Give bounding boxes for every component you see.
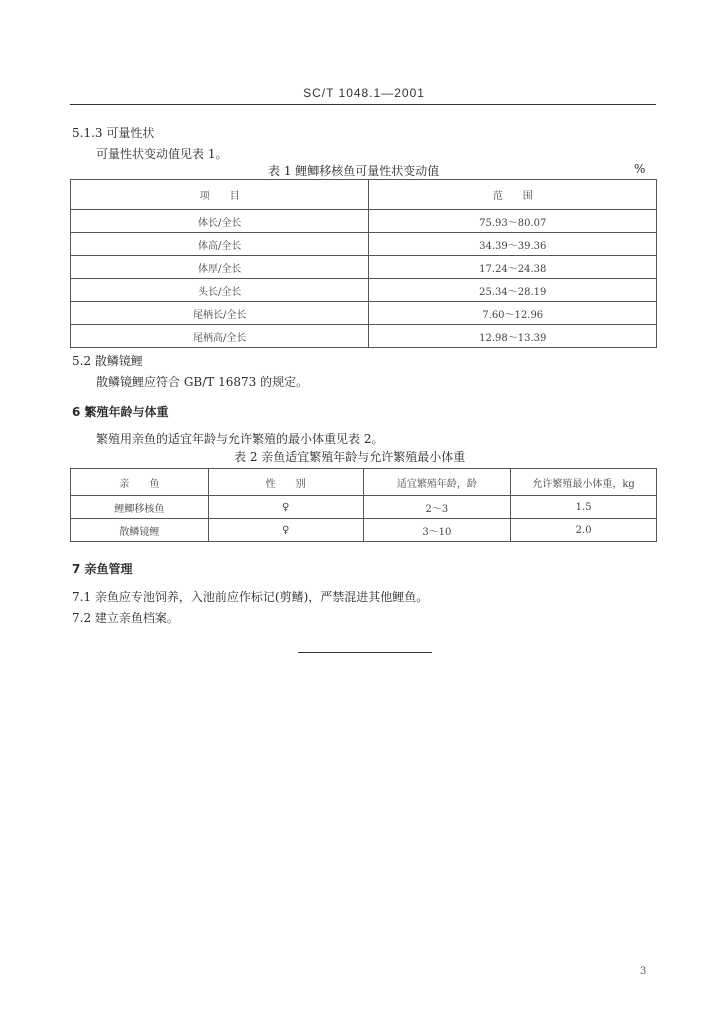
table2-col-sex: 性 别 bbox=[208, 469, 363, 496]
table1-range: 75.93～80.07 bbox=[369, 210, 657, 233]
table2-age: 2～3 bbox=[363, 496, 511, 519]
table2-broodstock: 散鳞镜鲤 bbox=[71, 519, 209, 542]
table2-col-weight: 允许繁殖最小体重，kg bbox=[511, 469, 657, 496]
section-5-1-3-intro: 可量性状变动值见表 1。 bbox=[96, 147, 228, 161]
table1-caption: 表 1 鲤鲫移核鱼可量性状变动值 bbox=[268, 164, 440, 178]
table-row bbox=[71, 519, 657, 542]
table2-weight: 1.5 bbox=[511, 496, 657, 519]
table2-caption: 表 2 亲鱼适宜繁殖年龄与允许繁殖最小体重 bbox=[234, 450, 466, 464]
table2-age: 3～10 bbox=[363, 519, 511, 542]
table1-range: 12.98～13.39 bbox=[369, 325, 657, 348]
table-row bbox=[71, 256, 657, 279]
table2-header-row bbox=[71, 469, 657, 496]
table2-sex: ♀ bbox=[208, 519, 363, 542]
header-rule bbox=[70, 104, 656, 105]
page-header: SC/T 1048.1—2001 bbox=[303, 86, 425, 100]
table1-item: 体长/全长 bbox=[71, 210, 369, 233]
table2-col-broodstock: 亲 鱼 bbox=[71, 469, 209, 496]
table1-header-row bbox=[71, 180, 657, 210]
table1-col-item: 项 目 bbox=[71, 180, 369, 210]
table1-item: 体高/全长 bbox=[71, 233, 369, 256]
section-5-2-heading: 5.2 散鳞镜鲤 bbox=[72, 354, 143, 368]
table1-item: 尾柄高/全长 bbox=[71, 325, 369, 348]
section-7-2: 7.2 建立亲鱼档案。 bbox=[72, 611, 179, 625]
table1-range: 7.60～12.96 bbox=[369, 302, 657, 325]
section-7-heading: 7 亲鱼管理 bbox=[72, 562, 133, 576]
table-row bbox=[71, 279, 657, 302]
section-6-text: 繁殖用亲鱼的适宜年龄与允许繁殖的最小体重见表 2。 bbox=[96, 432, 384, 446]
table-row bbox=[71, 496, 657, 519]
section-6-heading: 6 繁殖年龄与体重 bbox=[72, 405, 169, 419]
table1-item: 头长/全长 bbox=[71, 279, 369, 302]
table1-range: 34.39～39.36 bbox=[369, 233, 657, 256]
table1-range: 17.24～24.38 bbox=[369, 256, 657, 279]
end-rule bbox=[298, 652, 432, 653]
table2-weight: 2.0 bbox=[511, 519, 657, 542]
table-row bbox=[71, 302, 657, 325]
table-row bbox=[71, 210, 657, 233]
table2-col-age: 适宜繁殖年龄，龄 bbox=[363, 469, 511, 496]
section-5-1-3-heading: 5.1.3 可量性状 bbox=[72, 126, 155, 140]
table2-sex: ♀ bbox=[208, 496, 363, 519]
table1-item: 尾柄长/全长 bbox=[71, 302, 369, 325]
table1-range: 25.34～28.19 bbox=[369, 279, 657, 302]
table2 bbox=[70, 468, 657, 542]
table1-col-range: 范 围 bbox=[369, 180, 657, 210]
table1-unit: % bbox=[634, 162, 646, 176]
page-number: 3 bbox=[640, 966, 647, 977]
table1-item: 体厚/全长 bbox=[71, 256, 369, 279]
section-5-2-text: 散鳞镜鲤应符合 GB/T 16873 的规定。 bbox=[96, 375, 309, 389]
table-row bbox=[71, 233, 657, 256]
section-7-1: 7.1 亲鱼应专池饲养，入池前应作标记(剪鳍)，严禁混进其他鲤鱼。 bbox=[72, 590, 429, 604]
table2-broodstock: 鲤鲫移核鱼 bbox=[71, 496, 209, 519]
table-row bbox=[71, 325, 657, 348]
table1 bbox=[70, 179, 657, 348]
